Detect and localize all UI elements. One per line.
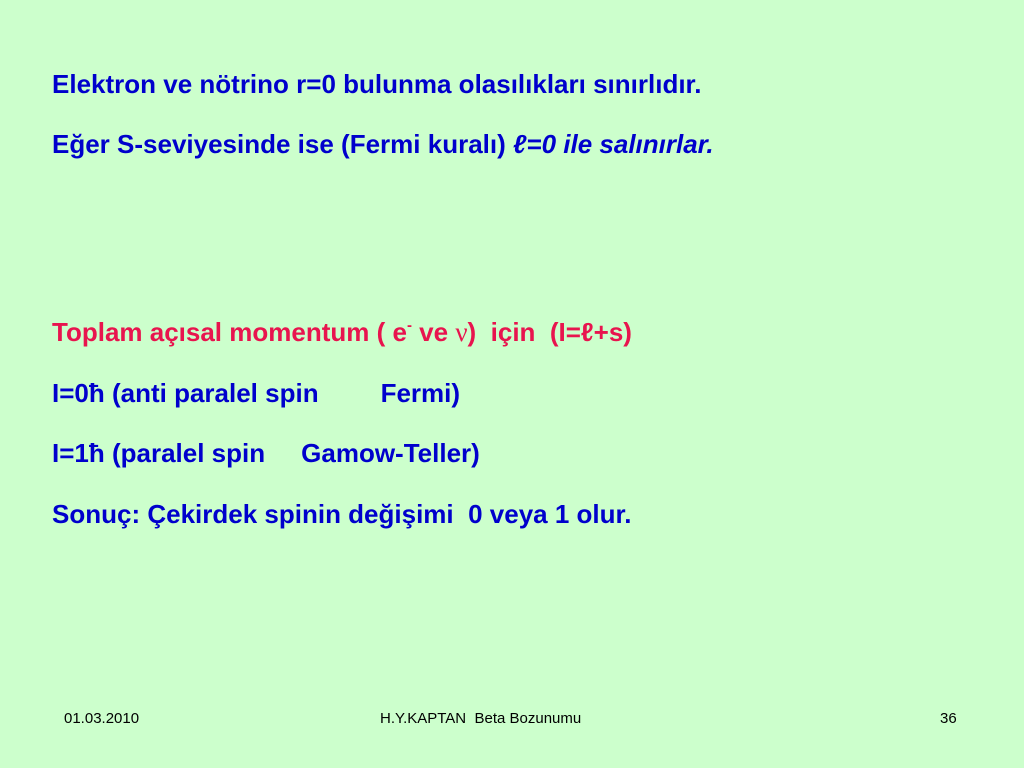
slide-line-2 [52, 128, 714, 160]
line-2-text: Eğer S-seviyesinde ise (Fermi kuralı) [52, 129, 513, 159]
footer-page-number: 36 [940, 710, 957, 727]
line-3-conjunction: ve [411, 317, 456, 347]
slide-line-5 [52, 437, 480, 469]
line-5-label: Gamow-Teller) [301, 438, 480, 468]
electron-charge-superscript: - [406, 317, 412, 334]
neutrino-symbol: ν [455, 317, 468, 347]
line-2-italic-text: ℓ=0 ile salınırlar. [512, 129, 714, 159]
slide-line-1: Elektron ve nötrino r=0 bulunma olasılıkları sınırlıdır. [52, 69, 702, 99]
line-4-label: Fermi) [380, 378, 461, 408]
line-5-text: I=1ħ (paralel spin [52, 438, 266, 468]
line-3-formula: ) için (I=ℓ+s) [467, 317, 632, 347]
line-4-text: I=0ħ (anti paralel spin [52, 378, 319, 408]
slide-line-6: Sonuç: Çekirdek spinin değişimi 0 veya 1 olur. [52, 499, 632, 529]
footer-date: 01.03.2010 [64, 710, 140, 727]
footer-title: H.Y.KAPTAN Beta Bozunumu [380, 710, 582, 727]
line-3-text: Toplam açısal momentum ( e [52, 317, 407, 347]
slide-line-4 [52, 377, 460, 409]
slide-line-3 [52, 316, 632, 353]
